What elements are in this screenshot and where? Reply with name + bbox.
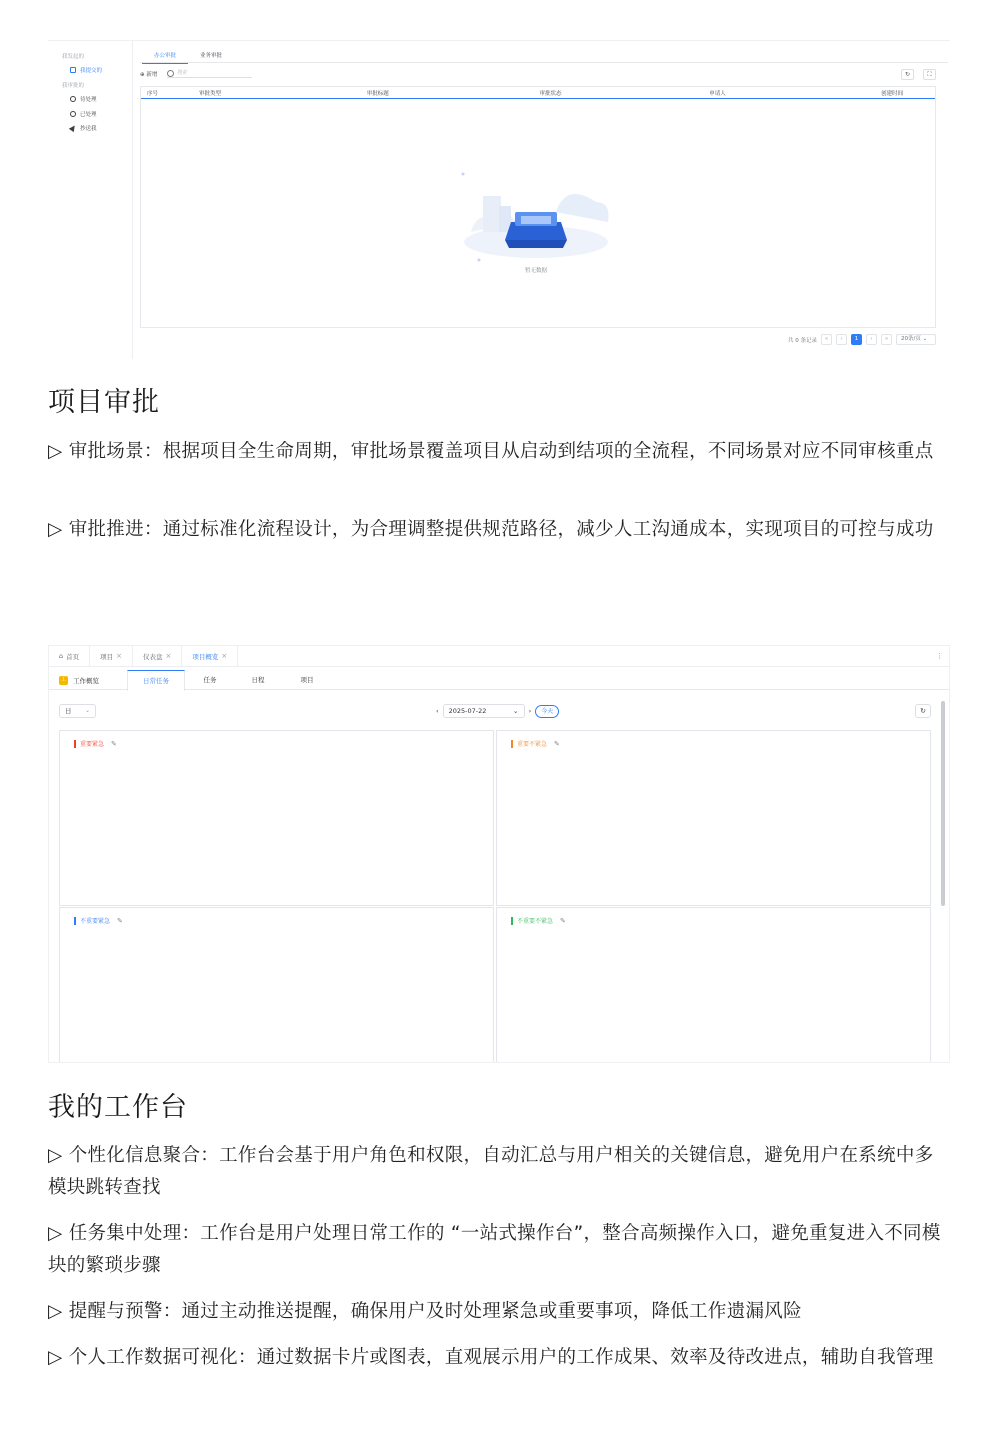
quadrant-not-important-urgent bbox=[59, 907, 494, 1063]
edit-icon[interactable]: ✎ bbox=[560, 916, 566, 925]
empty-text: 暂无数据 bbox=[524, 268, 547, 274]
prev-day-button[interactable]: ‹ bbox=[436, 707, 439, 715]
sidebar-group-approve: 我审批的 bbox=[62, 83, 85, 89]
chevron-down-icon: ⌄ bbox=[512, 707, 519, 715]
quadrant-important-urgent bbox=[59, 730, 494, 906]
page-size-value: 20条/页 bbox=[901, 336, 921, 342]
tab-office-approval[interactable]: 办公审批 bbox=[142, 45, 188, 64]
last-page-button[interactable]: » bbox=[881, 334, 892, 345]
clock-icon bbox=[70, 96, 76, 102]
page-tabs bbox=[49, 646, 950, 667]
prev-page-button[interactable]: ‹ bbox=[836, 334, 847, 345]
quadrant-important-not-urgent bbox=[496, 730, 931, 906]
column-header-type: 审批类型 bbox=[198, 90, 221, 97]
sidebar-item-initiated[interactable] bbox=[70, 66, 102, 74]
tab-label: 仪表盘 bbox=[143, 652, 163, 661]
tab-divider bbox=[140, 62, 948, 63]
sidebar-item-label: 已处理 bbox=[80, 112, 97, 118]
sidebar-item-pending[interactable] bbox=[70, 95, 97, 103]
workbench-brand bbox=[59, 676, 99, 685]
tab-tasks[interactable]: 任务 bbox=[203, 676, 217, 684]
quadrant-color-bar bbox=[511, 740, 513, 748]
workbench-paragraph-reminder: ▷ 提醒与预警：通过主动推送提醒，确保用户及时处理紧急或重要事项，降低工作遗漏风险 bbox=[48, 1301, 802, 1322]
quadrant-title bbox=[74, 916, 123, 925]
quadrant-label: 重要紧急 bbox=[80, 741, 105, 748]
tab-label: 首页 bbox=[66, 652, 80, 661]
approval-table bbox=[140, 86, 936, 328]
tab-business-approval[interactable]: 业务审批 bbox=[200, 53, 223, 59]
approval-screenshot bbox=[48, 40, 950, 358]
column-header-applicant: 申请人 bbox=[709, 90, 726, 97]
table-header bbox=[141, 87, 935, 99]
scrollbar[interactable] bbox=[941, 701, 945, 906]
tab-daily-tasks[interactable]: 日常任务 bbox=[127, 670, 185, 691]
brand-label: 工作概览 bbox=[73, 677, 99, 685]
approval-toolbar bbox=[140, 69, 252, 78]
sidebar-group-initiated: 我发起的 bbox=[62, 54, 85, 60]
edit-icon[interactable]: ✎ bbox=[117, 916, 123, 925]
section-title-approval: 项目审批 bbox=[48, 387, 160, 418]
workbench-paragraph-aggregation: ▷ 个性化信息聚合：工作台会基于用户角色和权限，自动汇总与用户相关的关键信息，避免用户在系统中多模块跳转查找 bbox=[48, 1145, 934, 1198]
approval-paragraph-progress: ▷ 审批推进：通过标准化流程设计，为合理调整提供规范路径，减少人工沟通成本，实现项目的可控与成功 bbox=[48, 519, 934, 540]
quadrant-label: 不重要不紧急 bbox=[517, 918, 554, 925]
quadrant-color-bar bbox=[511, 917, 513, 925]
date-picker[interactable] bbox=[443, 704, 525, 718]
quadrant-title bbox=[511, 739, 560, 748]
edit-icon[interactable]: ✎ bbox=[554, 739, 560, 748]
empty-state bbox=[461, 172, 611, 274]
tab-label: 项目概览 bbox=[192, 652, 219, 661]
tab-project-overview[interactable] bbox=[182, 646, 238, 667]
tab-label: 项目 bbox=[100, 652, 114, 661]
tab-home[interactable] bbox=[49, 646, 90, 667]
view-mode-select[interactable] bbox=[59, 704, 96, 718]
refresh-button[interactable]: ↻ bbox=[915, 704, 931, 718]
quadrant-title bbox=[511, 916, 566, 925]
pagination bbox=[788, 334, 936, 345]
new-button[interactable]: ⊕ 新增 bbox=[140, 71, 158, 78]
check-circle-icon bbox=[70, 111, 76, 117]
first-page-button[interactable]: « bbox=[821, 334, 832, 345]
column-header-index: 序号 bbox=[147, 90, 159, 97]
sidebar-item-done[interactable] bbox=[70, 110, 97, 118]
workbench-subnav bbox=[49, 670, 950, 690]
today-button[interactable]: 今天 bbox=[535, 705, 559, 718]
column-header-title: 审批标题 bbox=[366, 90, 389, 97]
close-icon[interactable]: × bbox=[221, 652, 228, 660]
tab-projects[interactable]: 项目 bbox=[300, 676, 314, 684]
quadrant-label: 不重要紧急 bbox=[80, 918, 111, 925]
total-count: 共 0 条记录 bbox=[788, 337, 817, 344]
workbench-paragraph-visualization: ▷ 个人工作数据可视化：通过数据卡片或图表，直观展示用户的工作成果、效率及待改进点，辅助自我管理 bbox=[48, 1347, 934, 1368]
sidebar-item-cc[interactable] bbox=[70, 124, 97, 132]
sidebar-item-label: 待处理 bbox=[80, 97, 97, 103]
edit-icon[interactable]: ✎ bbox=[111, 739, 117, 748]
view-mode-value: 日 bbox=[65, 707, 72, 715]
column-header-created: 创建时间 bbox=[881, 90, 904, 97]
tab-schedule[interactable]: 日程 bbox=[251, 676, 265, 684]
workbench-screenshot bbox=[48, 645, 950, 1063]
close-icon[interactable]: × bbox=[165, 652, 172, 660]
approval-main bbox=[140, 41, 950, 359]
refresh-button[interactable]: ↻ bbox=[901, 69, 914, 80]
workbench-paragraph-tasks: ▷ 任务集中处理：工作台是用户处理日常工作的 “一站式操作台”，整合高频操作入口，避免重复进入不同模块的繁琐步骤 bbox=[48, 1223, 941, 1276]
tab-project[interactable] bbox=[90, 646, 133, 667]
document-icon bbox=[70, 67, 76, 73]
more-icon[interactable]: ⋮ bbox=[936, 652, 943, 660]
tab-dashboard[interactable] bbox=[133, 646, 182, 667]
chevron-down-icon: ⌄ bbox=[84, 707, 90, 714]
date-value: 2025-07-22 bbox=[448, 707, 487, 715]
workbench-logo-icon: 工 bbox=[60, 677, 67, 683]
quadrant-color-bar bbox=[74, 740, 76, 748]
quadrant-label: 重要不紧急 bbox=[517, 741, 548, 748]
date-navigator bbox=[436, 704, 559, 718]
empty-box-illustration bbox=[461, 172, 611, 267]
quadrant-color-bar bbox=[74, 917, 76, 925]
send-icon bbox=[69, 124, 77, 132]
approval-sidebar bbox=[48, 41, 133, 359]
next-day-button[interactable]: › bbox=[528, 707, 532, 715]
column-header-status: 审批状态 bbox=[539, 90, 562, 97]
home-icon: ⌂ bbox=[59, 652, 64, 660]
sidebar-item-label: 我提交的 bbox=[80, 68, 103, 74]
quadrant-not-important-not-urgent bbox=[496, 907, 931, 1063]
approval-paragraph-scene: ▷ 审批场景：根据项目全生命周期，审批场景覆盖项目从启动到结项的全流程，不同场景对应不同审核重点 bbox=[48, 441, 934, 462]
new-button-label: 新增 bbox=[146, 71, 158, 78]
fullscreen-button[interactable]: ⛶ bbox=[923, 69, 936, 80]
search-input[interactable]: 搜索 bbox=[167, 69, 252, 78]
next-page-button[interactable]: › bbox=[866, 334, 877, 345]
quadrant-title bbox=[74, 739, 117, 748]
section-title-workbench: 我的工作台 bbox=[48, 1092, 188, 1123]
page-size-select[interactable]: 20条/页 ⌄ bbox=[896, 334, 936, 345]
sidebar-item-label: 抄送我 bbox=[80, 126, 97, 132]
current-page[interactable]: 1 bbox=[851, 334, 862, 345]
close-icon[interactable]: × bbox=[116, 652, 123, 660]
